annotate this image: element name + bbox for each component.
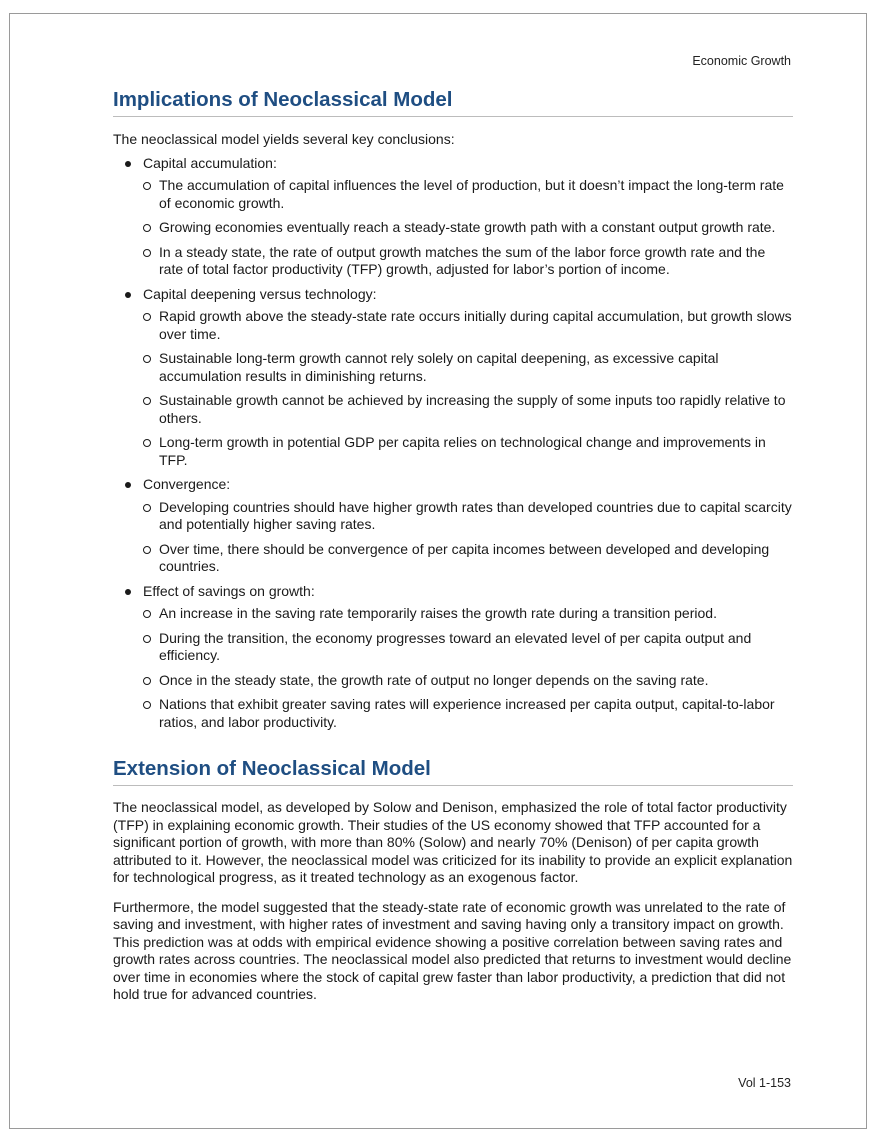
hollow-bullet-icon <box>143 504 151 512</box>
list-item <box>113 476 793 576</box>
sub-list-item: Long-term growth in potential GDP per capita relies on technological change and improvements in TFP. <box>143 434 793 469</box>
sub-list-item: The accumulation of capital influences the level of production, but it doesn’t impact the long-term rate of economic growth. <box>143 177 793 212</box>
section-title-implications: Implications of Neoclassical Model <box>113 87 793 117</box>
sub-list-item: Nations that exhibit greater saving rates will experience increased per capita output, capital-to-labor ratios, and labor productivity. <box>143 696 793 731</box>
sub-list <box>143 499 793 576</box>
list-item <box>113 583 793 732</box>
list-item <box>113 155 793 279</box>
hollow-bullet-icon <box>143 546 151 554</box>
sub-list-item: Once in the steady state, the growth rate of output no longer depends on the saving rate. <box>143 672 793 690</box>
hollow-bullet-icon <box>143 313 151 321</box>
bullet-heading: Capital deepening versus technology: <box>143 285 377 302</box>
hollow-bullet-icon <box>143 249 151 257</box>
sub-list-item: Growing economies eventually reach a steady-state growth path with a constant output growth rate. <box>143 219 793 237</box>
hollow-bullet-icon <box>143 635 151 643</box>
sub-list <box>143 308 793 469</box>
sub-list-item: Developing countries should have higher growth rates than developed countries due to capital scarcity and potentially higher saving rates. <box>143 499 793 534</box>
hollow-bullet-icon <box>143 439 151 447</box>
sub-list <box>143 605 793 731</box>
sub-list-item: Sustainable growth cannot be achieved by increasing the supply of some inputs too rapidly relative to others. <box>143 392 793 427</box>
sub-list-item: During the transition, the economy progresses toward an elevated level of per capita output and efficiency. <box>143 630 793 665</box>
sub-list-item: An increase in the saving rate temporarily raises the growth rate during a transition period. <box>143 605 793 623</box>
bullet-icon <box>125 161 131 167</box>
implications-intro: The neoclassical model yields several key conclusions: <box>113 131 455 147</box>
bullet-icon <box>125 292 131 298</box>
hollow-bullet-icon <box>143 701 151 709</box>
document-page <box>9 13 867 1129</box>
sub-list-item: Rapid growth above the steady-state rate occurs initially during capital accumulation, but growth slows over time. <box>143 308 793 343</box>
hollow-bullet-icon <box>143 677 151 685</box>
sub-list-item: Sustainable long-term growth cannot rely solely on capital deepening, as excessive capital accumulation results in diminishing returns. <box>143 350 793 385</box>
section-title-extension: Extension of Neoclassical Model <box>113 756 793 786</box>
bullet-icon <box>125 482 131 488</box>
running-header: Economic Growth <box>692 54 791 68</box>
bullet-heading: Convergence: <box>143 476 231 492</box>
hollow-bullet-icon <box>143 355 151 363</box>
bullet-heading: Effect of savings on growth: <box>143 582 315 599</box>
hollow-bullet-icon <box>143 397 151 405</box>
page-number: Vol 1-153 <box>738 1076 791 1090</box>
list-item <box>113 286 793 470</box>
conclusions-list <box>113 155 793 732</box>
hollow-bullet-icon <box>143 224 151 232</box>
page-content <box>113 87 793 1004</box>
hollow-bullet-icon <box>143 182 151 190</box>
sub-list-item: Over time, there should be convergence of per capita incomes between developed and developing countries. <box>143 541 793 576</box>
body-paragraph: Furthermore, the model suggested that the steady-state rate of economic growth was unrelated to the rate of saving and investment, with higher rates of investment and saving having only a transitory impact on growth. This prediction was at odds with empirical evidence showing a positive correlation between saving rates and growth rates across countries. The neoclassical model also predicted that returns to investment would decline over time in economies where the stock of capital grew faster than labor productivity, a prediction that did not hold true for advanced countries. <box>113 898 792 1002</box>
sub-list <box>143 177 793 279</box>
hollow-bullet-icon <box>143 610 151 618</box>
bullet-heading: Capital accumulation: <box>143 154 277 171</box>
sub-list-item: In a steady state, the rate of output growth matches the sum of the labor force growth rate and the rate of total factor productivity (TFP) growth, adjusted for labor’s portion of income. <box>143 244 793 279</box>
bullet-icon <box>125 589 131 595</box>
body-paragraph: The neoclassical model, as developed by Solow and Denison, emphasized the role of total factor productivity (TFP) in explaining economic growth. Their studies of the US economy showed that TFP accounted for a significant portion of growth, with more than 80% (Solow) and nearly 70% (Denison) of per capita growth attributed to it. However, the neoclassical model was criticized for its inability to provide an explicit explanation for technological progress, as it treated technology as an exogenous factor. <box>113 799 793 885</box>
